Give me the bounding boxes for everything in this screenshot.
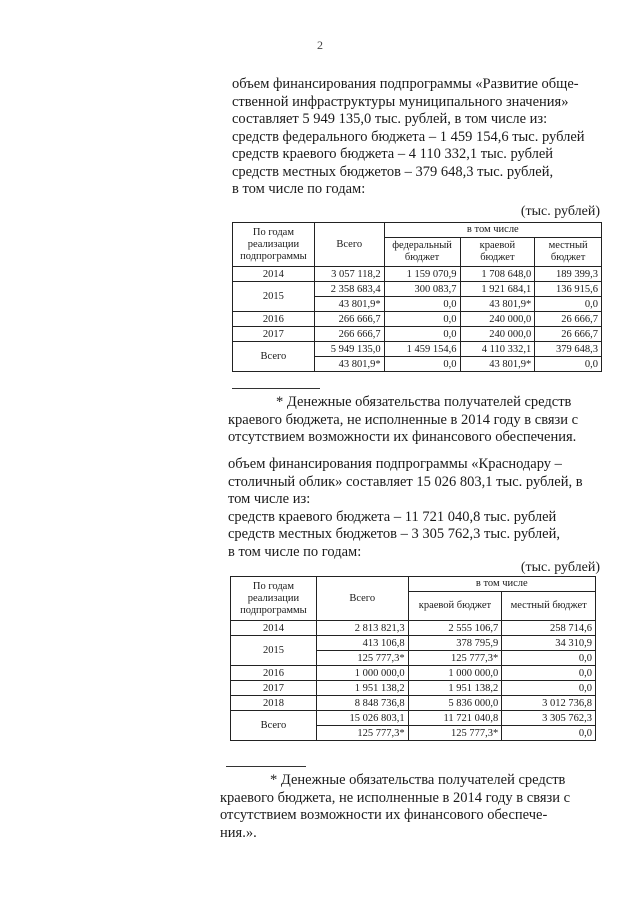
funding-table-2: [230, 576, 596, 741]
local-cell: 258 714,6: [502, 621, 596, 636]
table-row: [231, 711, 596, 726]
regional-cell: 125 777,3*: [408, 651, 502, 666]
header-years: По годам реализации подпрограммы: [233, 223, 315, 267]
total-cell: 1 000 000,0: [316, 666, 408, 681]
regional-cell: 43 801,9*: [460, 357, 535, 372]
header-regional: краевой бюджет: [408, 592, 502, 621]
table-row: [231, 696, 596, 711]
regional-cell: 43 801,9*: [460, 297, 535, 312]
page-number: 2: [317, 38, 323, 52]
total-cell: 266 666,7: [314, 312, 384, 327]
footnote-line: отсутствием возможности их финансового обеспечения.: [228, 429, 577, 445]
total-cell: 2 813 821,3: [316, 621, 408, 636]
regional-cell: 5 836 000,0: [408, 696, 502, 711]
footnote-line: ния.».: [220, 824, 257, 841]
header-local: местный бюджет: [535, 238, 602, 267]
local-cell: 3 012 736,8: [502, 696, 596, 711]
footnote-line: краевого бюджета, не исполненные в 2014 году в связи с: [228, 411, 579, 428]
local-cell: 0,0: [502, 651, 596, 666]
text-line: средств краевого бюджета – 4 110 332,1 тыс. рублей: [232, 146, 554, 162]
federal-cell: 300 083,7: [384, 282, 460, 297]
year-cell: 2017: [233, 327, 315, 342]
year-cell: Всего: [231, 711, 317, 741]
header-including: в том числе: [384, 223, 601, 238]
header-federal: федеральный бюджет: [384, 238, 460, 267]
total-cell: 2 358 683,4: [314, 282, 384, 297]
footnote-line: * Денежные обязательства получателей средств: [276, 394, 572, 410]
local-cell: 0,0: [535, 297, 602, 312]
section1-text: [232, 76, 604, 199]
year-cell: 2015: [231, 636, 317, 666]
text-line: столичный облик» составляет 15 026 803,1 тыс. рублей, в: [228, 473, 583, 490]
text-line: объем финансирования подпрограммы «Развитие обще-: [232, 76, 579, 92]
year-cell: 2018: [231, 696, 317, 711]
total-cell: 266 666,7: [314, 327, 384, 342]
total-cell: 3 057 118,2: [314, 267, 384, 282]
header-regional: краевой бюджет: [460, 238, 535, 267]
header-years: По годам реализации подпрограммы: [231, 577, 317, 621]
footnote-line: краевого бюджета, не исполненные в 2014 году в связи с: [220, 789, 571, 806]
regional-cell: 240 000,0: [460, 327, 535, 342]
local-cell: 136 915,6: [535, 282, 602, 297]
regional-cell: 4 110 332,1: [460, 342, 535, 357]
local-cell: 0,0: [502, 726, 596, 741]
table-row: [231, 681, 596, 696]
table-row: [233, 282, 602, 297]
year-cell: 2017: [231, 681, 317, 696]
table-row: [233, 327, 602, 342]
regional-cell: 240 000,0: [460, 312, 535, 327]
federal-cell: 1 459 154,6: [384, 342, 460, 357]
regional-cell: 2 555 106,7: [408, 621, 502, 636]
total-cell: 8 848 736,8: [316, 696, 408, 711]
table-row: [233, 267, 602, 282]
table-row: [231, 636, 596, 651]
total-cell: 43 801,9*: [314, 297, 384, 312]
local-cell: 0,0: [502, 666, 596, 681]
header-total: Всего: [316, 577, 408, 621]
text-line: средств местных бюджетов – 379 648,3 тыс. рублей,: [232, 163, 554, 180]
section2-text: [228, 456, 600, 561]
footnote-divider: [232, 388, 320, 389]
local-cell: 34 310,9: [502, 636, 596, 651]
year-cell: 2014: [231, 621, 317, 636]
text-line: в том числе по годам:: [232, 181, 366, 197]
header-total: Всего: [314, 223, 384, 267]
table2-unit: (тыс. рублей): [520, 560, 600, 575]
table-row: [233, 342, 602, 357]
total-cell: 125 777,3*: [316, 651, 408, 666]
footnote-1: [228, 394, 606, 447]
text-line: средств федерального бюджета – 1 459 154,6 тыс. рублей: [232, 128, 585, 145]
table1-unit: (тыс. рублей): [520, 204, 600, 219]
local-cell: 0,0: [535, 357, 602, 372]
federal-cell: 0,0: [384, 297, 460, 312]
total-cell: 43 801,9*: [314, 357, 384, 372]
table-row: [233, 312, 602, 327]
text-line: в том числе по годам:: [228, 543, 362, 560]
footnote-line: * Денежные обязательства получателей средств: [270, 772, 566, 788]
year-cell: 2016: [231, 666, 317, 681]
footnote-line: отсутствием возможности их финансового обеспече-: [220, 807, 548, 823]
text-line: том числе из:: [228, 491, 311, 507]
text-line: составляет 5 949 135,0 тыс. рублей, в том числе из:: [232, 111, 548, 127]
regional-cell: 1 951 138,2: [408, 681, 502, 696]
local-cell: 0,0: [502, 681, 596, 696]
federal-cell: 0,0: [384, 312, 460, 327]
text-line: объем финансирования подпрограммы «Краснодару –: [228, 456, 562, 472]
federal-cell: 0,0: [384, 357, 460, 372]
total-cell: 125 777,3*: [316, 726, 408, 741]
regional-cell: 1 708 648,0: [460, 267, 535, 282]
text-line: средств местных бюджетов – 3 305 762,3 тыс. рублей,: [228, 526, 560, 542]
table-row: [231, 621, 596, 636]
local-cell: 3 305 762,3: [502, 711, 596, 726]
regional-cell: 378 795,9: [408, 636, 502, 651]
year-cell: 2016: [233, 312, 315, 327]
footnote-divider: [226, 766, 306, 767]
text-line: средств краевого бюджета – 11 721 040,8 тыс. рублей: [228, 508, 557, 525]
text-line: ственной инфраструктуры муниципального значения»: [232, 93, 569, 110]
regional-cell: 1 921 684,1: [460, 282, 535, 297]
total-cell: 413 106,8: [316, 636, 408, 651]
local-cell: 26 666,7: [535, 327, 602, 342]
regional-cell: 125 777,3*: [408, 726, 502, 741]
year-cell: 2015: [233, 282, 315, 312]
footnote-2: [220, 772, 600, 842]
total-cell: 1 951 138,2: [316, 681, 408, 696]
header-including: в том числе: [408, 577, 595, 592]
federal-cell: 0,0: [384, 327, 460, 342]
year-cell: Всего: [233, 342, 315, 372]
table-row: [231, 666, 596, 681]
federal-cell: 1 159 070,9: [384, 267, 460, 282]
local-cell: 189 399,3: [535, 267, 602, 282]
regional-cell: 11 721 040,8: [408, 711, 502, 726]
funding-table-1: [232, 222, 602, 372]
header-local: местный бюджет: [502, 592, 596, 621]
year-cell: 2014: [233, 267, 315, 282]
regional-cell: 1 000 000,0: [408, 666, 502, 681]
local-cell: 379 648,3: [535, 342, 602, 357]
total-cell: 15 026 803,1: [316, 711, 408, 726]
local-cell: 26 666,7: [535, 312, 602, 327]
total-cell: 5 949 135,0: [314, 342, 384, 357]
